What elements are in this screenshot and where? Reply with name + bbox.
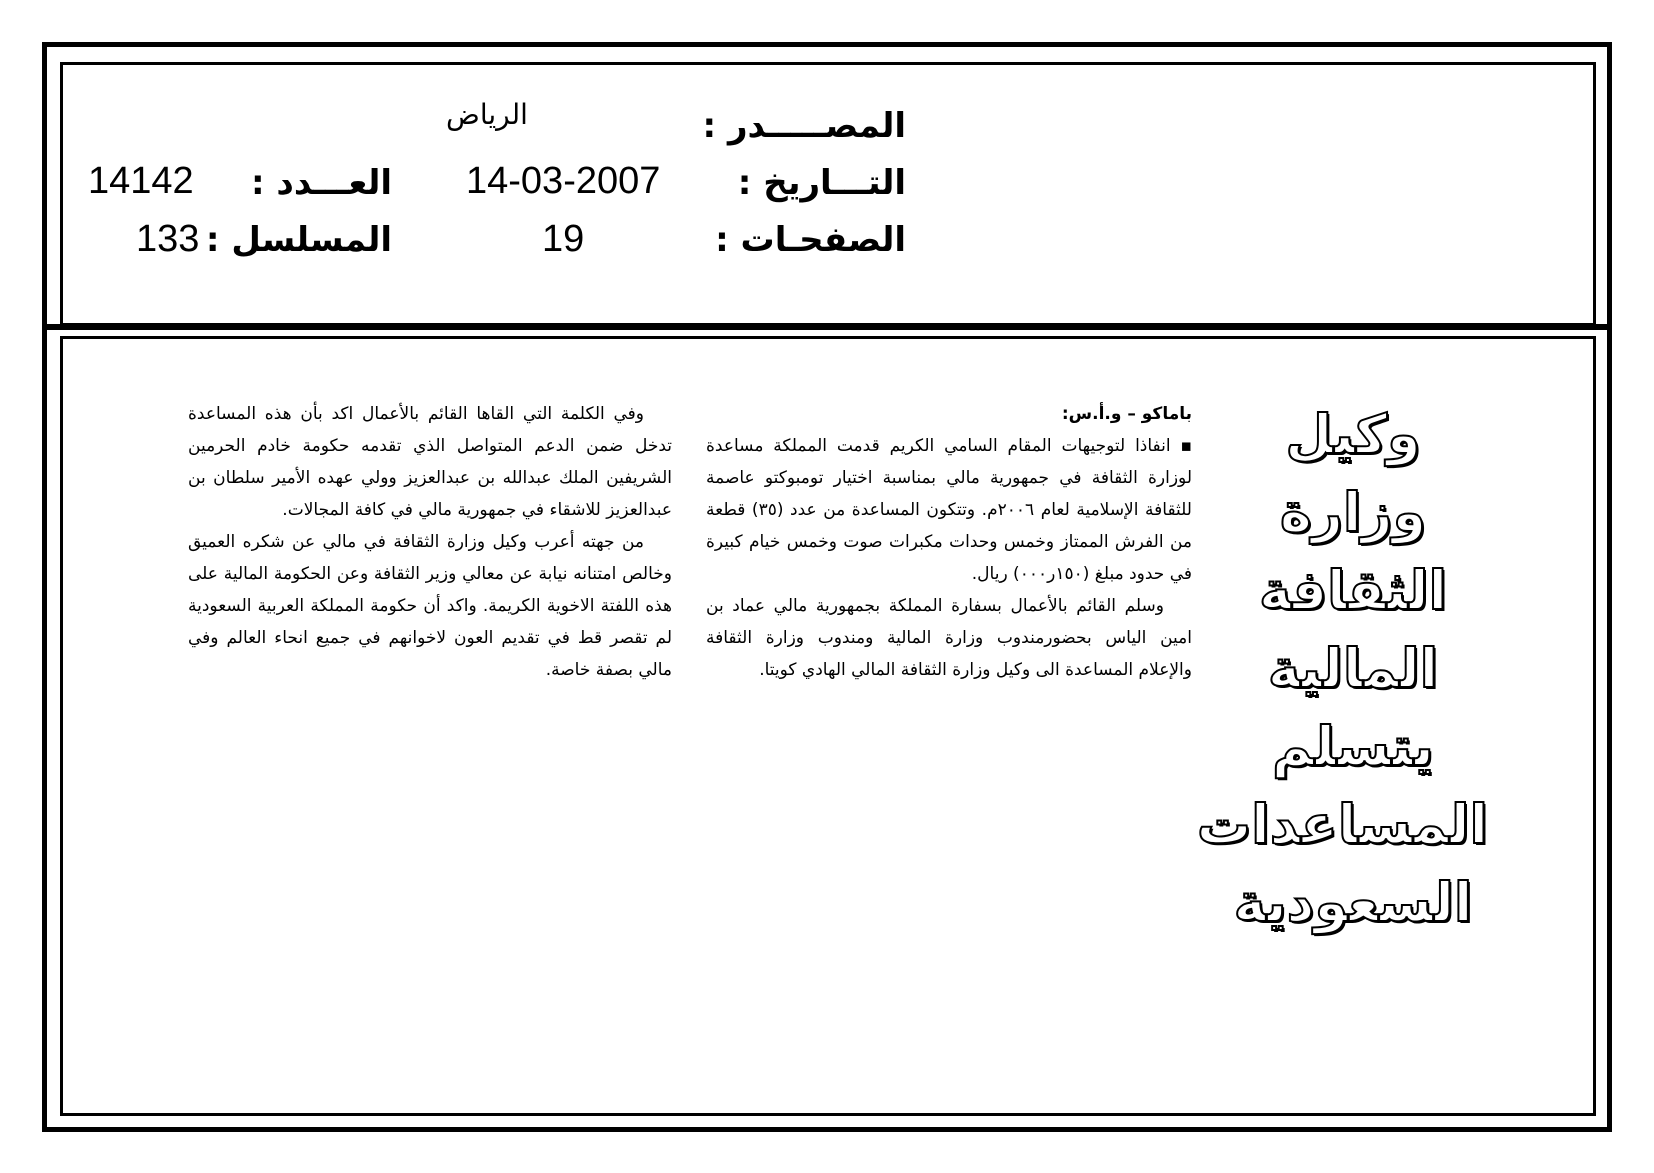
pages-value: 19: [542, 218, 585, 260]
pages-label: الصفحـات :: [715, 220, 906, 260]
article-paragraph-1: ▪ انفاذا لتوجيهات المقام السامي الكريم قدمت المملكة مساعدة لوزارة الثقافة في جمهورية مالي بمناسبة اختيار تومبوكتو عاصمة للثقافة الإسلامية لعام ٢٠٠٦م. وتتكون المساعدة من عدد (٣٥) قطعة من الفرش الممتاز وخمس وحدات مكبرات صوت وخمس خيام كبيرة في حدود مبلغ (١٥٠ر٠٠٠) ريال.: [706, 436, 1192, 584]
header-divider: [42, 324, 1612, 330]
article-paragraph-3: وفي الكلمة التي القاها القائم بالأعمال اكد بأن هذه المساعدة تدخل ضمن الدعم المتواصل الذي تقدمه حكومة خادم الحرمين الشريفين الملك عبدالله بن عبدالعزيز وولي عهده الأمير سلطان بن عبدالعزيز للاشقاء في جمهورية مالي في كافة المجالات.: [188, 404, 672, 520]
serial-label: المسلسل :: [205, 220, 392, 260]
article-headline: وكيل وزارة الثقافة المالية يتسلم المساعدات السعودية: [1196, 403, 1488, 934]
article-paragraph-4: من جهته أعرب وكيل وزارة الثقافة في مالي عن شكره العميق وخالص امتنانه نيابة عن معالي وزير الثقافة وعن الحكومة المالية على هذه اللفتة الاخوية الكريمة. واكد أن حكومة المملكة العربية السعودية لم تقصر قط في تقديم العون لاخوانهم في جميع انحاء العالم وفي مالي بصفة خاصة.: [188, 532, 672, 680]
serial-value: 133: [136, 218, 200, 260]
issue-value: 14142: [88, 160, 194, 202]
article-dateline: باماكو – و.أ.س:: [1061, 404, 1192, 424]
article-column-left: [188, 398, 672, 686]
date-label: التـــاريخ :: [737, 163, 906, 203]
source-value: الرياض: [446, 98, 528, 131]
date-value: 14-03-2007: [466, 160, 661, 202]
source-label: المصـــــدر :: [702, 106, 906, 146]
article-paragraph-2: وسلم القائم بالأعمال بسفارة المملكة بجمهورية مالي عماد بن امين الياس بحضورمندوب وزارة المالية ومندوب وزارة الثقافة والإعلام المساعدة الى وكيل وزارة الثقافة المالي الهادي كويتا.: [706, 596, 1192, 680]
article-column-right: [706, 398, 1192, 686]
issue-label: العـــدد :: [251, 163, 392, 203]
